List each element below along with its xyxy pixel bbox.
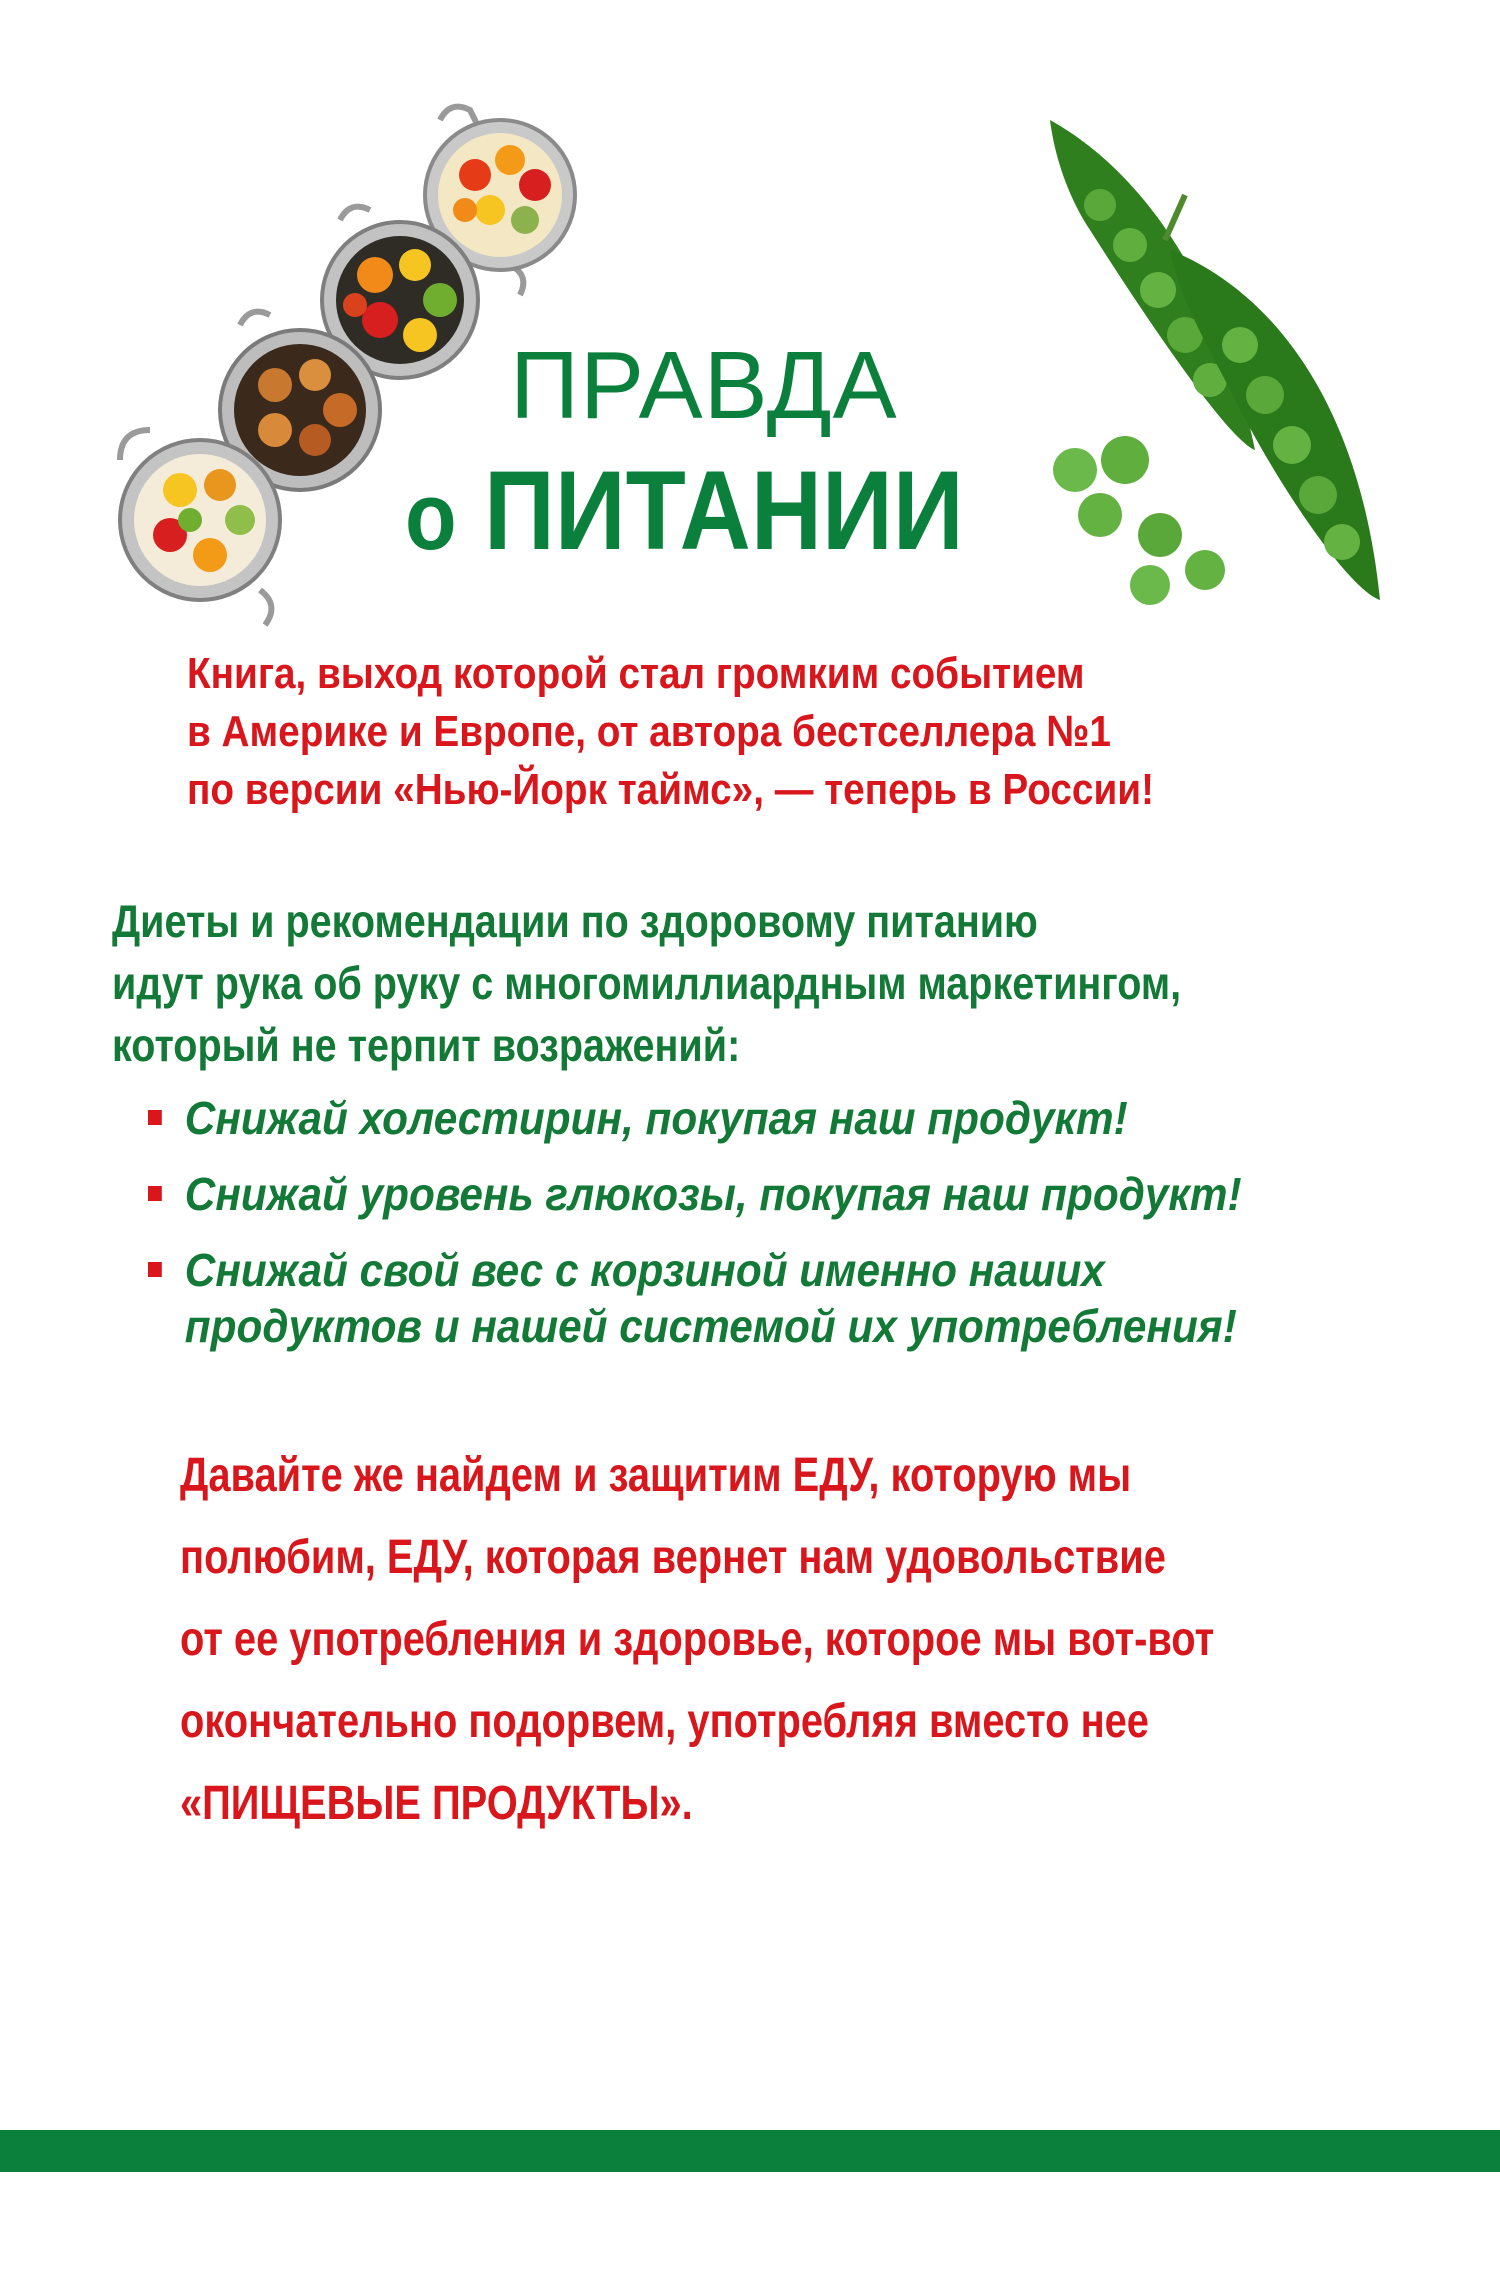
diets-line: идут рука об руку с многомиллиардным маркетингом,: [112, 957, 1182, 1009]
title-prefix: о: [405, 463, 457, 570]
diets-line: который не терпит возражений:: [112, 1019, 741, 1071]
title-line-2: [405, 448, 964, 573]
bullet-item: [148, 1242, 1344, 1354]
bullet-square-icon: [148, 1110, 162, 1125]
intro-paragraph: [187, 645, 1243, 819]
bullet-square-icon: [148, 1186, 162, 1201]
closing-line: полюбим, ЕДУ, которая вернет нам удовольствие: [180, 1531, 1166, 1584]
pea-pods-illustration: [1030, 110, 1430, 630]
bullet-text: Снижай уровень глюкозы, покупая наш продукт!: [184, 1168, 1242, 1220]
closing-line: от ее употребления и здоровье, которое мы вот-вот: [180, 1613, 1215, 1666]
title-line-1: ПРАВДА: [510, 332, 898, 439]
title-main: ПИТАНИИ: [483, 448, 964, 573]
intro-line: Книга, выход которой стал громким событием: [187, 649, 1085, 698]
closing-line: «ПИЩЕВЫЕ ПРОДУКТЫ».: [180, 1777, 693, 1830]
bullet-text: Снижай свой вес с корзиной именно наших: [184, 1244, 1105, 1296]
closing-line: Давайте же найдем и защитим ЕДУ, которую мы: [180, 1449, 1132, 1502]
bullet-item: [148, 1090, 1344, 1146]
bullet-square-icon: [148, 1262, 162, 1277]
closing-line: окончательно подорвем, употребляя вместо нее: [180, 1695, 1149, 1748]
diets-paragraph: [112, 890, 1256, 1076]
pea-pod-right: [1165, 195, 1380, 600]
intro-line: по версии «Нью-Йорк таймс», — теперь в России!: [187, 765, 1154, 814]
closing-paragraph: [180, 1435, 1259, 1845]
bullet-list: [148, 1090, 1344, 1374]
intro-line: в Америке и Европе, от автора бестселлера №1: [187, 707, 1111, 756]
bullet-text: продуктов и нашей системой их употребления!: [184, 1300, 1237, 1352]
bottom-green-bar: [0, 2130, 1500, 2172]
diets-line: Диеты и рекомендации по здоровому питанию: [112, 895, 1038, 947]
bullet-text: Снижай холестирин, покупая наш продукт!: [184, 1092, 1128, 1144]
bullet-item: [148, 1166, 1344, 1222]
loose-peas: [1053, 436, 1225, 605]
